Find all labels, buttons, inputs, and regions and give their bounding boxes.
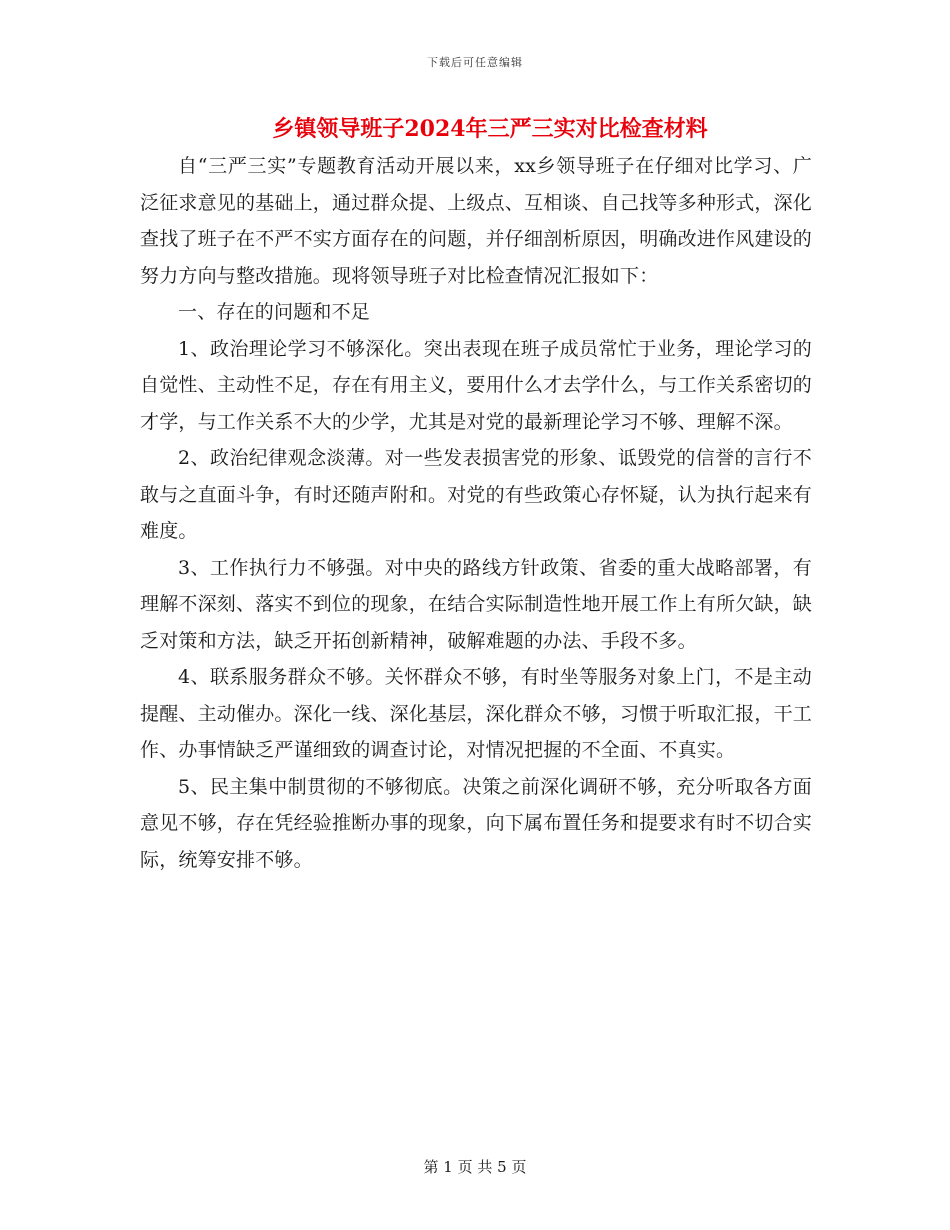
issue-paragraph-2: 2、政治纪律观念淡薄。对一些发表损害党的形象、诋毁党的信誉的言行不敢与之直面斗争，有时还随声附和。对党的有些政策心存怀疑，认为执行起来有难度。 [140, 447, 813, 542]
document-body [140, 148, 812, 878]
issue-paragraph-5: 5、民主集中制贯彻的不够彻底。决策之前深化调研不够，充分听取各方面意见不够，存在凭经验推断办事的现象，向下属布置任务和提要求有时不切合实际，统筹安排不够。 [140, 775, 813, 871]
issue-paragraph-4: 4、联系服务群众不够。关怀群众不够，有时坐等服务对象上门，不是主动提醒、主动催办。深化一线、深化基层，深化群众不够，习惯于听取汇报，干工作、办事情缺乏严谨细致的调查讨论，对情况把握的不全面、不真实。 [140, 666, 813, 761]
page-number-footer: 第 1 页 共 5 页 [423, 1158, 527, 1176]
issue-paragraph-1: 1、政治理论学习不够深化。突出表现在班子成员常忙于业务，理论学习的自觉性、主动性不足，存在有用主义，要用什么才去学什么，与工作关系密切的才学，与工作关系不大的少学，尤其是对党的最新理论学习不够、理解不深。 [140, 337, 813, 433]
section-heading: 一、存在的问题和不足 [178, 301, 371, 323]
issue-paragraph-3: 3、工作执行力不够强。对中央的路线方针政策、省委的重大战略部署，有理解不深刻、落实不到位的现象，在结合实际制造性地开展工作上有所欠缺，缺乏对策和方法，缺乏开拓创新精神，破解难题的办法、手段不多。 [140, 556, 813, 652]
document-title: 乡镇领导班子2024年三严三实对比检查材料 [272, 116, 708, 142]
header-note: 下载后可任意编辑 [427, 56, 523, 69]
intro-paragraph: 自“三严三实”专题教育活动开展以来，xx乡领导班子在仔细对比学习、广泛征求意见的基础上，通过群众提、上级点、互相谈、自己找等多种形式，深化查找了班子在不严不实方面存在的问题，并仔细剖析原因，明确改进作风建设的努力方向与整改措施。现将领导班子对比检查情况汇报如下： [140, 155, 813, 287]
